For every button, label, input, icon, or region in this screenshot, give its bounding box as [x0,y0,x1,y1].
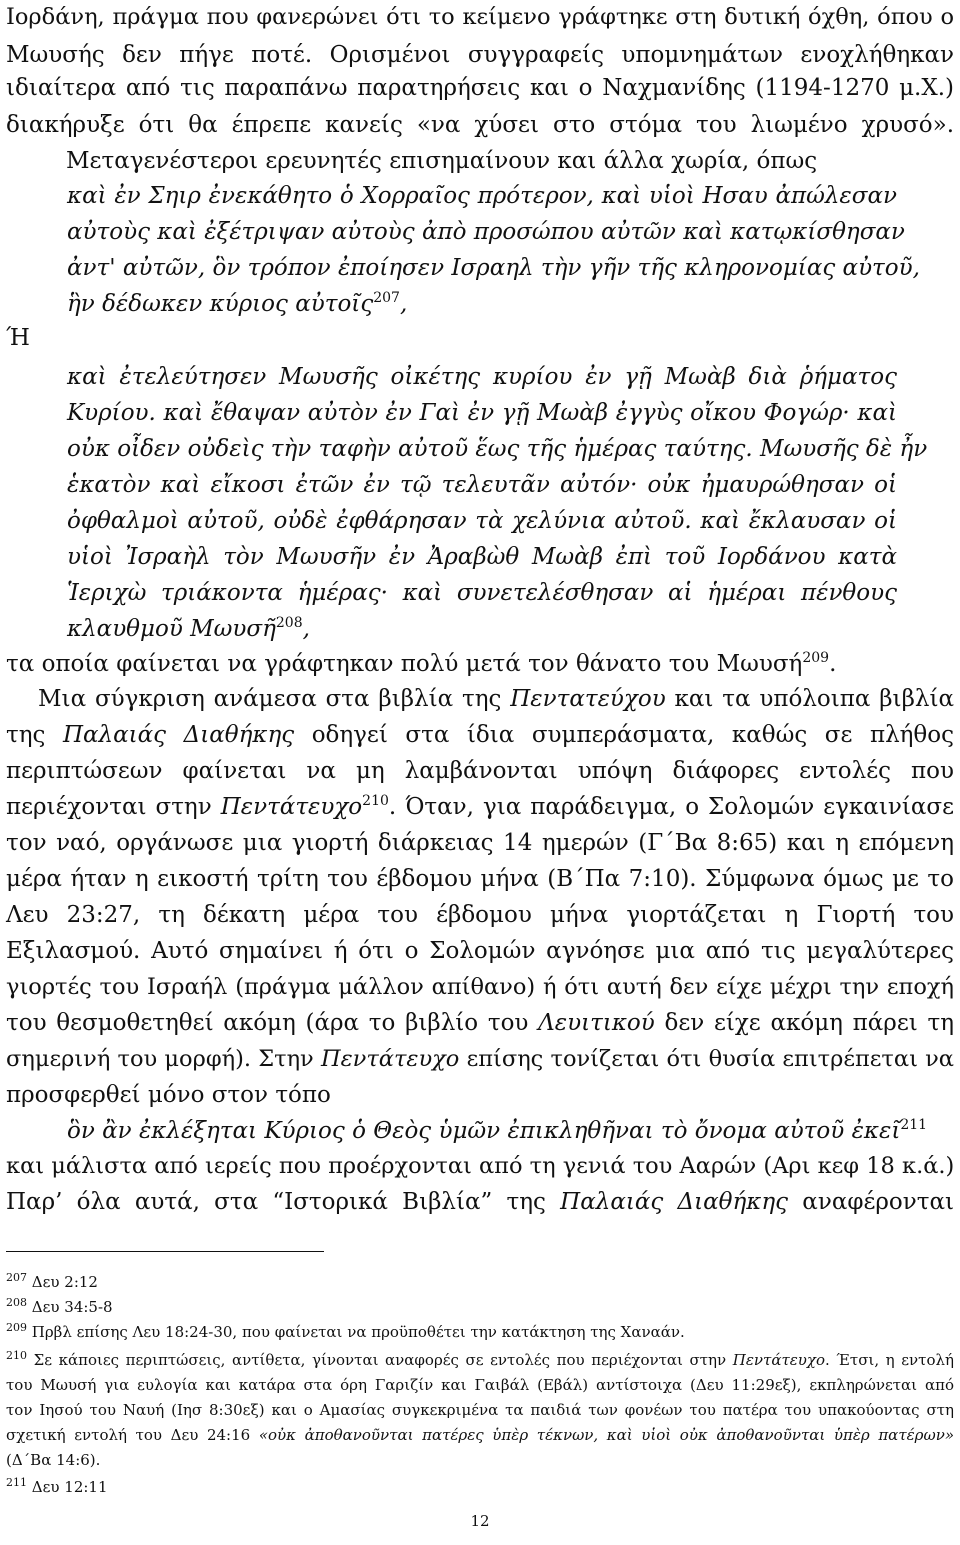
book-title: Πεντατεύχου [510,686,666,712]
footnote [6,1476,954,1496]
quote-line: αὐτοὺς καὶ ἐξέτριψαν αὐτοὺς ἀπὸ προσώπου αὐτῶν καὶ κατῳκίσθησαν [67,219,905,245]
quote-punct: , [399,291,408,317]
body-line: Λευ 23:27, τη δέκατη μέρα του έβδομου μήνα γιορτάζεται η Γιορτή του [6,902,954,928]
body-line: μέρα ήταν η εικοστή τρίτη του έβδομου μήνα (Β΄Πα 7:10). Σύμφωνα όμως με το [6,866,954,892]
body-text: Μια σύγκριση ανάμεσα στα βιβλία της [38,686,511,712]
quote-line [67,290,408,317]
quote-line: ἀντ' αὐτῶν, ὃν τρόπον ἐποίησεν Ισραηλ τὴν γῆν τῆς κληρονομίας αὐτοῦ, [67,255,920,281]
footnote-line [6,1428,954,1443]
body-text: σημερινή του μορφή). Στην [6,1046,321,1072]
body-text: αναφέρονται [788,1189,954,1215]
body-line: ιδιαίτερα από τις παραπάνω παρατηρήσεις και ο Ναχμανίδης (1194-1270 μ.Χ.) [6,75,954,101]
body-line [6,724,954,747]
body-line [6,1048,954,1071]
book-title: Λευιτικού [538,1010,655,1036]
or-word: Ή [6,325,30,351]
footnote-text: Πρβλ επίσης Λευ 18:24-30, που φαίνεται να προϋποθέτει την κατάκτηση της Χαναάν. [31,1323,685,1341]
footnote [6,1321,954,1341]
footnote-text: . Έτσι, η εντολή [825,1351,954,1369]
footnote-ref: 208 [275,615,303,631]
body-line [6,1191,954,1214]
footnote [6,1271,954,1291]
body-line [6,793,954,820]
body-line: και μάλιστα από ιερείς που προέρχονται από τη γενιά του Ααρών (Αρι κεφ 18 κ.ά.) [6,1153,955,1179]
book-title: Παλαιάς Διαθήκης [62,722,295,748]
footnote-ref: 211 [900,1117,928,1133]
footnote-text: Δευ 12:11 [31,1478,108,1496]
footnote-line: (Δ΄Βα 14:6). [6,1451,101,1469]
body-text: οδηγεί στα ίδια συμπεράσματα, καθώς σε πλήθος [294,722,955,748]
quote-line: καὶ ἐτελεύτησεν Μωυσῆς οἰκέτης κυρίου ἐν γῇ Μωὰβ διὰ ῥήματος [67,364,897,390]
footnote-text: Δευ 34:5-8 [31,1298,113,1316]
quote-line: οὐκ οἶδεν οὐδεὶς τὴν ταφὴν αὐτοῦ ἕως τῆς ἡμέρας ταύτης. Μωυσῆς δὲ ἦν [67,436,928,462]
body-line: Εξιλασμού. Αυτό σημαίνει ή ότι ο Σολομών αγνόησε μια από τις μεγαλύτερες [6,938,954,964]
footnote-ref: 210 [362,793,389,809]
body-line: τον ναό, οργάνωσε μια γιορτή διάρκειας 14 ημερών (Γ΄Βα 8:65) και η επόμενη [6,830,954,856]
footnote-line: του Μωυσή για ευλογία και κατάρα στα όρη Γαριζίν και Γαιβάλ (Εβάλ) αντίστοιχα (Δευ 11:29εξ), εκπληρώνεται από [6,1376,954,1394]
body-line: διακήρυξε ότι θα έπρεπε κανείς «να χύσει στο στόμα του λιωμένο χρυσό». [6,112,954,138]
book-title: Πεντάτευχο [220,794,363,820]
body-line: περιπτώσεων φαίνεται να μη λαμβάνονται υπόψη διάφορες εντολές που [6,758,954,784]
quote-line: καὶ ἐν Σηιρ ἐνεκάθητο ὁ Χορραῖος πρότερον, καὶ υἱοὶ Ησαυ ἀπώλεσαν [67,183,897,209]
body-line [38,688,954,711]
body-text: δεν είχε ακόμη πάρει τη [654,1010,954,1036]
body-text: Παρ’ όλα αυτά, στα “Ιστορικά Βιβλία” της [6,1189,561,1215]
body-line: Μωυσής δεν πήγε ποτέ. Ορισμένοι συγγραφείς υπομνημάτων ενοχλήθηκαν [6,42,954,68]
footnote-number: 209 [6,1321,27,1334]
footnote-number: 211 [6,1476,27,1489]
book-title: Πεντάτευχο [732,1351,826,1369]
quote-line: ἑκατὸν καὶ εἴκοσι ἐτῶν ἐν τῷ τελευτᾶν αὐτόν· οὐκ ἠμαυρώθησαν οἱ [67,472,897,498]
footnote-ref: 209 [802,650,830,666]
footnote-text: σχετική εντολή του Δευ 24:16 [6,1426,259,1444]
footnote-separator [6,1251,324,1252]
book-title: Πεντάτευχο [320,1046,460,1072]
body-text: και τα υπόλοιπα βιβλία [665,686,955,712]
body-line [6,1012,954,1035]
body-text: επίσης τονίζεται ότι θυσία επιτρέπεται να [459,1046,954,1072]
body-text: περιέχονται στην [6,794,221,820]
body-line [6,650,837,677]
footnote-ref: 207 [373,290,400,306]
book-title: Παλαιάς Διαθήκης [560,1189,789,1215]
footnote-number: 207 [6,1271,27,1284]
quote-line: Ἱεριχὼ τριάκοντα ἡμέρας· καὶ συνετελέσθησαν αἱ ἡμέραι πένθους [67,580,897,606]
body-text: τα οποία φαίνεται να γράφτηκαν πολύ μετά τον θάνατο του Μωυσή [6,651,803,677]
body-text: . Όταν, για παράδειγμα, ο Σολομών εγκαινίασε [388,794,954,820]
footnote [6,1349,954,1369]
footnote-number: 208 [6,1296,27,1309]
page-number: 12 [470,1512,490,1530]
quote-text: ἣν δέδωκεν κύριος αὐτοῖς [67,291,374,317]
quote-line [67,1117,928,1144]
quote-line [67,615,310,642]
quote-text: ὃν ἂν ἐκλέξηται Κύριος ὁ Θεὸς ὑμῶν ἐπικληθῆναι τὸ ὄνομα αὐτοῦ ἐκεῖ [67,1118,901,1144]
quote-line: υἱοὶ Ἰσραὴλ τὸν Μωυσῆν ἐν Ἀραβὼθ Μωὰβ ἐπὶ τοῦ Ιορδάνου κατὰ [67,544,897,570]
quote-punct: , [302,616,310,642]
body-line: γιορτές του Ισραήλ (πράγμα μάλλον απίθανο) ή ότι αυτή δεν είχε μέχρι την εποχή [6,974,954,1000]
quote-line: Κυρίου. καὶ ἔθαψαν αὐτὸν ἐν Γαὶ ἐν γῇ Μωὰβ ἐγγὺς οἴκου Φογώρ· καὶ [67,400,897,426]
footnote-number: 210 [6,1349,27,1362]
body-line: Μεταγενέστεροι ερευνητές επισημαίνουν και άλλα χωρία, όπως [66,148,818,174]
body-punct: . [829,651,837,677]
footnote-quote: «οὐκ ἀποθανοῦνται πατέρες ὑπὲρ τέκνων, καὶ υἱοὶ οὐκ ἀποθανοῦνται ὑπὲρ πατέρων» [258,1426,955,1444]
body-text: του θεσμοθετηθεί ακόμη (άρα το βιβλίο του [6,1010,539,1036]
body-line: Ιορδάνη, πράγμα που φανερώνει ότι το κείμενο γράφτηκε στη δυτική όχθη, όπου ο [6,4,954,30]
footnote-line: τον Ιησού του Ναυή (Ιησ 8:30εξ) και ο Αμασίας συγκεκριμένα τα παιδιά των φονέων του πατέρα του υπακούοντας στη [6,1401,954,1419]
quote-text: κλαυθμοῦ Μωυσῆ [67,616,276,642]
footnote [6,1296,954,1316]
footnote-text: Σε κάποιες περιπτώσεις, αντίθετα, γίνονται αναφορές σε εντολές που περιέχονται στην [33,1351,733,1369]
quote-line: ὀφθαλμοὶ αὐτοῦ, οὐδὲ ἐφθάρησαν τὰ χελύνια αὐτοῦ. καὶ ἔκλαυσαν οἱ [67,508,897,534]
footnote-text: Δευ 2:12 [31,1273,98,1291]
body-text: της [6,722,63,748]
body-line: προσφερθεί μόνο στον τόπο [6,1082,331,1108]
